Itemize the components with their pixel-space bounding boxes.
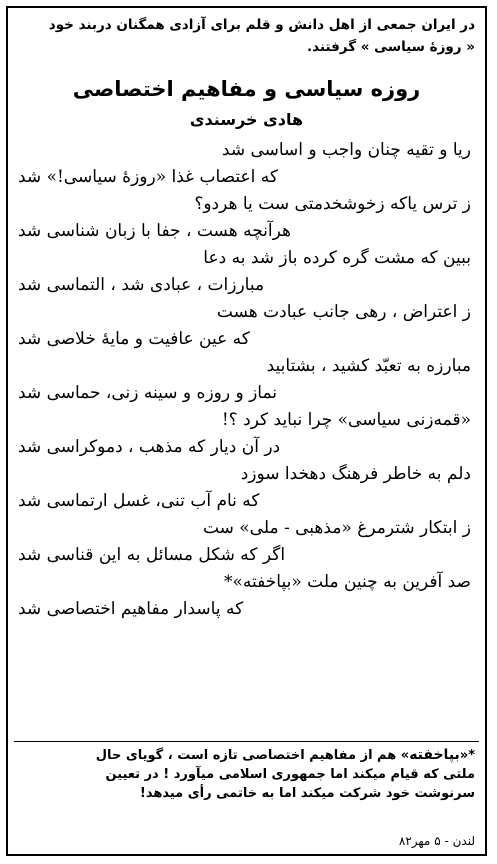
poem-line: ببین که مشت گره کرده باز شد به دعا — [203, 248, 471, 268]
intro-line: « روزهٔ سیاسی » گرفتند. — [307, 39, 475, 55]
intro-paragraph — [16, 14, 475, 58]
footnote-line: ملتی که قیام میکند اما جمهوری اسلامی میآورد ! در تعیین — [105, 767, 475, 782]
poem — [18, 137, 471, 623]
intro-line: در ایران جمعی از اهل دانش و قلم برای آزادی همگنان دربند خود — [48, 17, 475, 33]
poem-line: «قمه‌زنی سیاسی» چرا نباید کرد ؟! — [221, 410, 471, 430]
poem-line: که اعتصاب غذا «روزهٔ سیاسی!» شد — [18, 167, 278, 187]
article-title: روزه سیاسی و مفاهیم اختصاصی — [72, 77, 421, 101]
footnote-line — [16, 746, 475, 765]
poem-line: نماز و روزه و سینه زنی، حماسی شد — [18, 383, 278, 403]
poem-line: ریا و تقیه چنان واجب و اساسی شد — [221, 140, 471, 160]
place-date-signature: لندن - ۵ مهر۸۲ — [398, 834, 475, 848]
article-frame — [6, 6, 487, 856]
poem-line: که نام آب تنی، غسل ارتماسی شد — [18, 491, 260, 511]
poem-line: ز ابتکار شترمرغ «مذهبی - ملی» ست — [202, 518, 471, 538]
footnote-divider — [14, 741, 479, 742]
poem-line: که پاسدار مفاهیم اختصاصی شد — [18, 599, 244, 619]
poem-line: مبارزه به تعبّد کشید ، بشتابید — [266, 356, 471, 376]
footnote-keyword: بپاخفته — [409, 747, 460, 763]
poem-line: صد آفرین به چنین ملت «بپاخفته»* — [224, 572, 471, 592]
poem-line: مبارزات ، عبادی شد ، التماسی شد — [18, 275, 265, 295]
poem-line: هرآنچه هست ، جفا با زبان شناسی شد — [18, 221, 291, 241]
poem-line: ز ترس یاکه زخوشخدمتی ست یا هردو؟ — [194, 194, 471, 214]
footnote-line: سرنوشت خود شرکت میکند اما به خاتمی رأی میدهد! — [139, 786, 475, 801]
footnote-text: » هم از مفاهیم اختصاصی تازه است ، گویای حال — [95, 748, 410, 763]
footnote — [16, 746, 475, 803]
poem-line: دلم به خاطر فرهنگ دهخدا سوزد — [240, 464, 471, 484]
poem-line: اگر که شکل مسائل به این قناسی شد — [18, 545, 286, 565]
poem-line: در آن دیار که مذهب ، دموکراسی شد — [18, 437, 281, 457]
poem-line: ز اعتراض ، رهی جانب عبادت هست — [216, 302, 471, 322]
footnote-marker: *« — [459, 748, 475, 763]
author-name: هادی خرسندی — [189, 110, 304, 129]
poem-line: که عین عافیت و مایهٔ خلاصی شد — [18, 329, 250, 349]
